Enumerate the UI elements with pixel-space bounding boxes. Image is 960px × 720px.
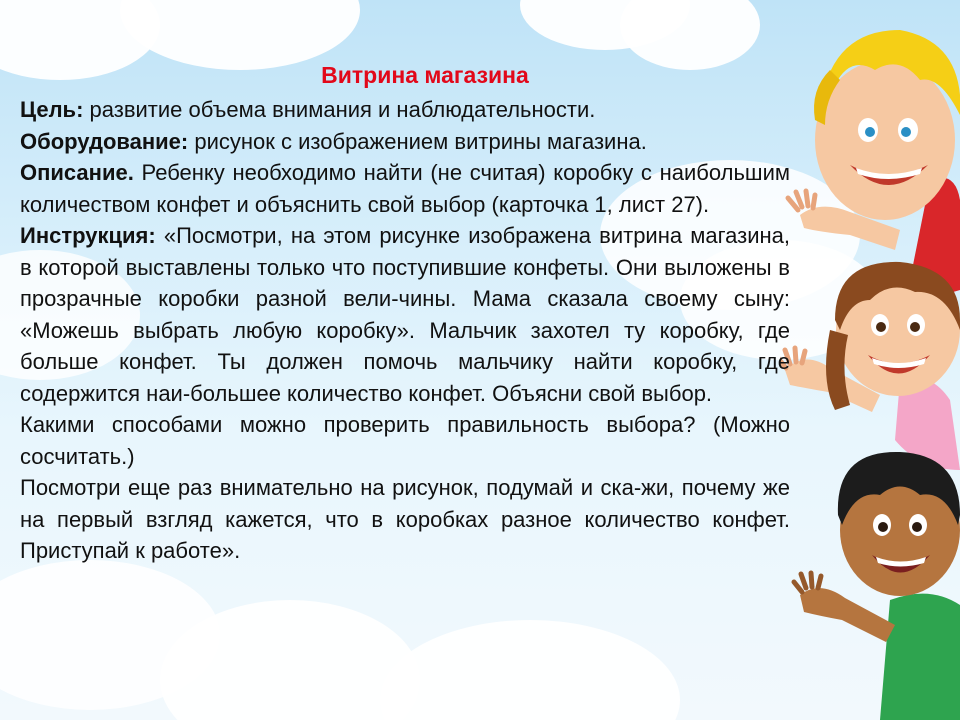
cloud bbox=[380, 620, 680, 720]
instruction-paragraph bbox=[20, 220, 790, 409]
text-content bbox=[20, 60, 790, 567]
equipment-text: рисунок с изображением витрины магазина. bbox=[188, 128, 647, 154]
description-text: Ребенку необходимо найти (не считая) коробку с наибольшим количеством конфет и объяснить свой выбор (карточка 1, лист 27). bbox=[20, 160, 790, 217]
children-illustration bbox=[780, 0, 960, 720]
closing-text: Посмотри еще раз внимательно на рисунок, подумай и ска-жи, почему же на первый взгляд кажется, что в коробках разное количество конфет. Приступай к работе». bbox=[20, 475, 790, 563]
description-paragraph bbox=[20, 157, 790, 220]
description-label: Описание. bbox=[20, 160, 134, 185]
goal-label: Цель: bbox=[20, 97, 84, 122]
dark-haired-boy-figure bbox=[794, 452, 960, 720]
equipment-paragraph bbox=[20, 126, 790, 158]
instruction-text: «Посмотри, на этом рисунке изображена витрина магазина, в которой выставлены только что поступившие конфеты. Они выложены в прозрачные коробки разной вели-чины. Мама сказала своему сыну: «Можешь выбрать любую коробку». Мальчик захотел ту коробку, где больше конфет. Ты должен помочь мальчику найти коробку, где содержится наи-большее количество конфет. Объясни свой выбор. bbox=[20, 223, 790, 406]
girl-figure bbox=[780, 262, 960, 470]
instruction-label: Инструкция: bbox=[20, 223, 156, 248]
question-text: Какими способами можно проверить правильность выбора? (Можно сосчитать.) bbox=[20, 412, 790, 469]
equipment-label: Оборудование: bbox=[20, 128, 189, 154]
closing-paragraph bbox=[20, 472, 790, 567]
blond-boy-figure bbox=[788, 30, 960, 293]
goal-paragraph bbox=[20, 94, 790, 126]
page-title: Витрина магазина bbox=[321, 62, 529, 88]
goal-text: развитие объема внимания и наблюдательности. bbox=[83, 97, 596, 122]
question-paragraph bbox=[20, 409, 790, 472]
